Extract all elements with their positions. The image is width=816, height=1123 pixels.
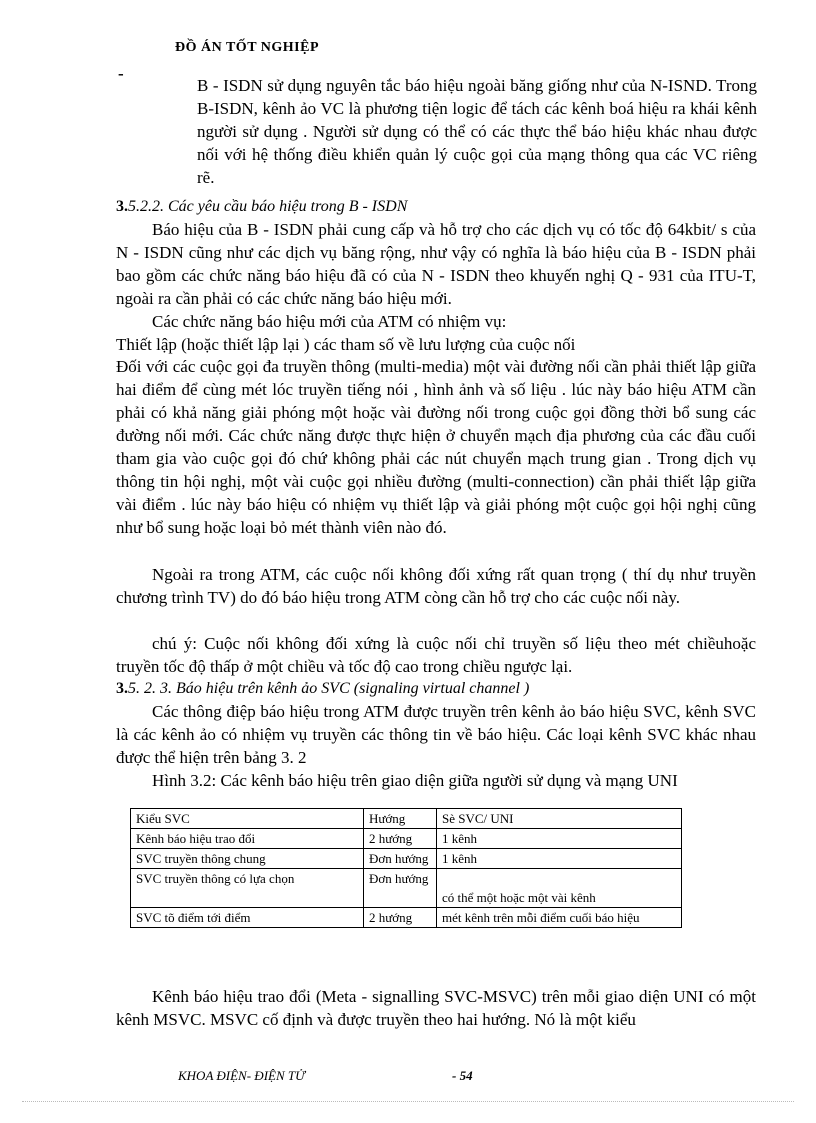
table-header-row [131, 809, 682, 829]
section-number: 3. [116, 680, 128, 697]
footer-page-number: - 54 [452, 1068, 473, 1083]
section-heading-svc [116, 677, 756, 700]
section-number: 3. [116, 198, 128, 215]
footer-faculty: KHOA ĐIỆN- ĐIỆN TỬ [178, 1068, 305, 1083]
table-header-cell: Sè SVC/ UNI [437, 809, 682, 829]
section-title: 5.2.2. Các yêu cầu báo hiệu trong B - ISDN [128, 198, 408, 215]
table-cell: 1 kênh [437, 829, 682, 849]
paragraph-meta-signalling: Kênh báo hiệu trao đổi (Meta - signalling SVC-MSVC) trên mỗi giao diện UNI có một kênh MSVC. MSVC cố định và được truyền theo hai hướng. Nó là một kiểu [116, 987, 756, 1029]
table-cell: Đơn hướng [364, 849, 437, 869]
table-row [131, 829, 682, 849]
paragraph-bisdn-principle: B - ISDN sử dụng nguyên tắc báo hiệu ngoài băng giống như của N-ISND. Trong B-ISDN, kênh ảo VC là phương tiện logic để tách các kênh boá hiệu ra khái kênh người sử dụng . Người sử dụng có thể có các thực thể báo hiệu khác nhau được nối với hệ thống điều khiển quản lý cuộc gọi của mạng thông qua các VC riêng rẽ. [197, 76, 757, 187]
figure-caption: Hình 3.2: Các kênh báo hiệu trên giao diện giữa người sử dụng và mạng UNI [152, 771, 678, 790]
paragraph-multimedia: Đối với các cuộc gọi đa truyền thông (multi-media) một vài đường nối cần phải thiết lập giữa hai điểm để cùng mét lóc truyền tiếng nói , hình ảnh và số liệu . lúc này báo hiệu ATM cần phải có khả năng giải phóng một hoặc vài đường nối trong cuộc gọi đồng thời bổ sung các đường nối mới. Các chức năng được thực hiện ở chuyển mạch địa phương của các đầu cuối tham gia vào cuộc gọi đó chứ không phải các nút chuyển mạch trung gian . Trong dịch vụ thông tin hội nghị, một vài cuộc gọi nhiều đường (multi-connection) cần phải thiết lập giữa vài điểm . lúc này báo hiệu có nhiệm vụ thiết lập và giải phóng một cuộc gọi hội nghị cũng như bổ sung hoặc loại bỏ mét thành viên nào đó. [116, 357, 756, 537]
table-row [131, 869, 682, 908]
table-row [131, 849, 682, 869]
table-cell: SVC truyền thông có lựa chọn [131, 869, 364, 908]
table-cell: 2 hướng [364, 908, 437, 928]
page-header-title: ĐỒ ÁN TỐT NGHIỆP [175, 40, 320, 55]
list-dash: - [118, 64, 124, 83]
paragraph-requirements: Báo hiệu của B - ISDN phải cung cấp và hỗ trợ cho các dịch vụ có tốc độ 64kbit/ s của N - ISDN cũng như các dịch vụ băng rộng, như vậy có nghĩa là báo hiệu của B - ISDN phải bao gồm các chức năng báo hiệu đã có của N - ISDN theo khuyến nghị Q - 931 của ITU-T, ngoài ra cần phải có các chức năng báo hiệu mới. [116, 220, 756, 308]
table-cell: SVC truyền thông chung [131, 849, 364, 869]
footer-divider [22, 1101, 794, 1102]
table-cell: SVC tõ điểm tới điểm [131, 908, 364, 928]
table-cell: có thể một hoặc một vài kênh [437, 869, 682, 908]
table-cell: Kênh báo hiệu trao đổi [131, 829, 364, 849]
paragraph-note: chú ý: Cuộc nối không đối xứng là cuộc nối chỉ truyền số liệu theo mét chiềuhoặc truyền tốc độ thấp ở một chiều và tốc độ cao trong chiều ngược lại. [116, 634, 756, 676]
paragraph-asymmetric: Ngoài ra trong ATM, các cuộc nối không đối xứng rất quan trọng ( thí dụ như truyền chương trình TV) do đó báo hiệu trong ATM còng cần hỗ trợ cho các cuộc nối này. [116, 565, 756, 607]
svc-table [130, 808, 682, 928]
table-cell: mét kênh trên mỗi điểm cuối báo hiệu [437, 908, 682, 928]
table-row [131, 908, 682, 928]
paragraph-setup-params: Thiết lập (hoặc thiết lập lại ) các tham số về lưu lượng của cuộc nối [116, 335, 576, 354]
section-title: 5. 2. 3. Báo hiệu trên kênh ảo SVC (signaling virtual channel ) [128, 680, 530, 697]
table-header-cell: Hướng [364, 809, 437, 829]
table-cell: Đơn hướng [364, 869, 437, 908]
section-heading-requirements [116, 195, 716, 218]
paragraph-svc: Các thông điệp báo hiệu trong ATM được truyền trên kênh ảo báo hiệu SVC, kênh SVC là các kênh ảo có nhiệm vụ truyền các thông tin về báo hiệu. Các loại kênh SVC khác nhau được thể hiện trên bảng 3. 2 [116, 702, 756, 767]
table-cell: 2 hướng [364, 829, 437, 849]
paragraph-new-functions: Các chức năng báo hiệu mới của ATM có nhiệm vụ: [152, 312, 507, 331]
table-cell: 1 kênh [437, 849, 682, 869]
table-header-cell: Kiểu SVC [131, 809, 364, 829]
